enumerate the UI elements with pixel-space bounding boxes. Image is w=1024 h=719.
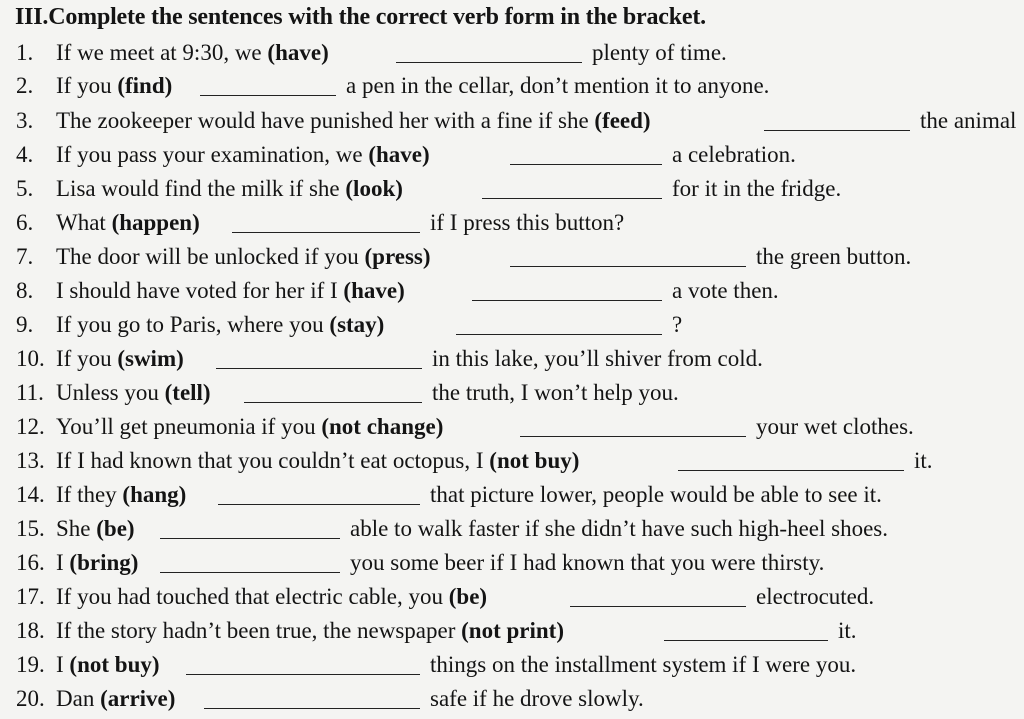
sentence-item — [16, 378, 679, 412]
sentence-text-before: If they — [56, 482, 123, 507]
sentence-item — [16, 344, 763, 378]
answer-blank[interactable] — [510, 144, 662, 166]
sentence-text-after: you some beer if I had known that you were thirsty. — [350, 550, 825, 575]
sentence-item — [16, 38, 727, 72]
item-number: 13. — [16, 448, 45, 473]
sentence-text-before: The door will be unlocked if you — [56, 244, 365, 269]
sentence-item — [16, 174, 842, 208]
sentence-text-after: electrocuted. — [756, 584, 875, 609]
sentence-item — [16, 412, 914, 446]
answer-blank[interactable] — [678, 450, 904, 472]
sentence-item — [16, 616, 857, 650]
sentence-text-before: If we meet at 9:30, we — [56, 40, 268, 65]
answer-blank[interactable] — [472, 280, 662, 302]
verb-prompt: (not buy) — [489, 448, 580, 473]
verb-prompt: (look) — [345, 176, 403, 201]
answer-blank[interactable] — [216, 348, 422, 370]
sentence-text-before: If you go to Paris, where you — [56, 312, 330, 337]
sentence-text-before: If I had known that you couldn’t eat octopus, I — [56, 448, 490, 473]
answer-blank[interactable] — [456, 314, 662, 336]
item-number: 9. — [16, 312, 34, 337]
sentence-text-after: things on the installment system if I were you. — [430, 652, 857, 677]
verb-prompt: (not buy) — [69, 652, 160, 677]
sentence-text-before: I — [56, 550, 70, 575]
item-number: 20. — [16, 686, 45, 711]
verb-prompt: (tell) — [164, 380, 211, 405]
answer-blank[interactable] — [204, 688, 420, 710]
sentence-item — [16, 106, 1017, 140]
verb-prompt: (find) — [117, 73, 173, 98]
sentence-item — [16, 446, 933, 480]
sentence-text-before: If you — [56, 73, 118, 98]
verb-prompt: (have) — [343, 278, 405, 303]
sentence-text-before: You’ll get pneumonia if you — [56, 414, 322, 439]
sentence-text-before: If the story hadn’t been true, the newspaper — [56, 618, 462, 643]
sentence-text-after: the green button. — [756, 244, 912, 269]
sentence-item — [16, 208, 625, 242]
verb-prompt: (be) — [96, 516, 135, 541]
sentence-text-after: if I press this button? — [430, 210, 625, 235]
item-number: 10. — [16, 346, 45, 371]
sentence-text-after: able to walk faster if she didn’t have such high-heel shoes. — [350, 516, 889, 541]
sentence-text-before: Unless you — [56, 380, 165, 405]
sentence-text-after: it. — [914, 448, 933, 473]
exercise-heading: III.Complete the sentences with the correct verb form in the bracket. — [15, 4, 706, 30]
verb-prompt: (stay) — [329, 312, 385, 337]
verb-prompt: (swim) — [117, 346, 184, 371]
item-number: 5. — [16, 176, 34, 201]
sentence-text-after: your wet clothes. — [756, 414, 914, 439]
answer-blank[interactable] — [160, 552, 340, 574]
item-number: 16. — [16, 550, 45, 575]
sentence-text-after: a celebration. — [672, 142, 796, 167]
answer-blank[interactable] — [510, 246, 746, 268]
sentence-text-after: safe if he drove slowly. — [430, 686, 644, 711]
item-number: 3. — [16, 108, 34, 133]
item-number: 8. — [16, 278, 34, 303]
answer-blank[interactable] — [232, 212, 420, 234]
verb-prompt: (be) — [448, 584, 488, 609]
sentence-text-after: the truth, I won’t help you. — [432, 380, 679, 405]
sentence-text-before: I should have voted for her if I — [56, 278, 344, 303]
sentence-text-before: She — [56, 516, 97, 541]
answer-blank[interactable] — [186, 654, 420, 676]
verb-prompt: (press) — [364, 244, 431, 269]
sentence-item — [16, 140, 796, 174]
sentence-text-after: it. — [838, 618, 857, 643]
sentence-text-after: for it in the fridge. — [672, 176, 842, 201]
item-number: 17. — [16, 584, 45, 609]
verb-prompt: (happen) — [111, 210, 200, 235]
sentence-item — [16, 480, 882, 514]
sentence-item — [16, 514, 889, 548]
sentence-text-before: The zookeeper would have punished her with a fine if she — [56, 108, 595, 133]
sentence-text-before: What — [56, 210, 112, 235]
answer-blank[interactable] — [218, 484, 420, 506]
sentence-item — [16, 548, 825, 582]
sentence-text-after: a vote then. — [672, 278, 779, 303]
answer-blank[interactable] — [244, 382, 422, 404]
item-number: 15. — [16, 516, 45, 541]
answer-blank[interactable] — [160, 518, 340, 540]
item-number: 19. — [16, 652, 45, 677]
sentence-item — [16, 650, 857, 684]
sentence-text-after: in this lake, you’ll shiver from cold. — [432, 346, 763, 371]
item-number: 4. — [16, 142, 34, 167]
answer-blank[interactable] — [396, 42, 582, 64]
sentence-text-after: the animal — [920, 108, 1017, 133]
sentence-text-after: a pen in the cellar, don’t mention it to anyone. — [346, 73, 770, 98]
item-number: 1. — [16, 40, 34, 65]
item-number: 18. — [16, 618, 45, 643]
verb-prompt: (feed) — [594, 108, 651, 133]
item-number: 12. — [16, 414, 45, 439]
sentence-text-before: I — [56, 652, 70, 677]
sentence-item — [16, 242, 912, 276]
answer-blank[interactable] — [570, 586, 746, 608]
answer-blank[interactable] — [520, 416, 746, 438]
answer-blank[interactable] — [482, 178, 662, 200]
sentence-item — [16, 684, 644, 718]
verb-prompt: (bring) — [69, 550, 139, 575]
item-number: 7. — [16, 244, 34, 269]
verb-prompt: (arrive) — [100, 686, 176, 711]
verb-prompt: (have) — [368, 142, 430, 167]
sentence-text-before: If you had touched that electric cable, you — [56, 584, 449, 609]
verb-prompt: (not change) — [321, 414, 444, 439]
answer-blank[interactable] — [764, 110, 910, 132]
sentence-text-after: ? — [672, 312, 683, 337]
answer-blank[interactable] — [664, 620, 828, 642]
sentence-item — [16, 310, 683, 344]
sentence-item — [16, 582, 875, 616]
item-number: 11. — [16, 380, 44, 405]
verb-prompt: (not print) — [461, 618, 565, 643]
sentence-text-before: Dan — [56, 686, 101, 711]
sentence-text-after: that picture lower, people would be able to see it. — [430, 482, 882, 507]
sentence-item — [16, 276, 779, 310]
verb-prompt: (hang) — [122, 482, 187, 507]
sentence-text-after: plenty of time. — [592, 40, 727, 65]
sentence-text-before: If you pass your examination, we — [56, 142, 369, 167]
sentence-item — [16, 71, 770, 105]
item-number: 14. — [16, 482, 45, 507]
answer-blank[interactable] — [200, 75, 336, 97]
item-number: 6. — [16, 210, 34, 235]
sentence-text-before: If you — [56, 346, 118, 371]
sentence-text-before: Lisa would find the milk if she — [56, 176, 346, 201]
verb-prompt: (have) — [267, 40, 329, 65]
item-number: 2. — [16, 73, 34, 98]
